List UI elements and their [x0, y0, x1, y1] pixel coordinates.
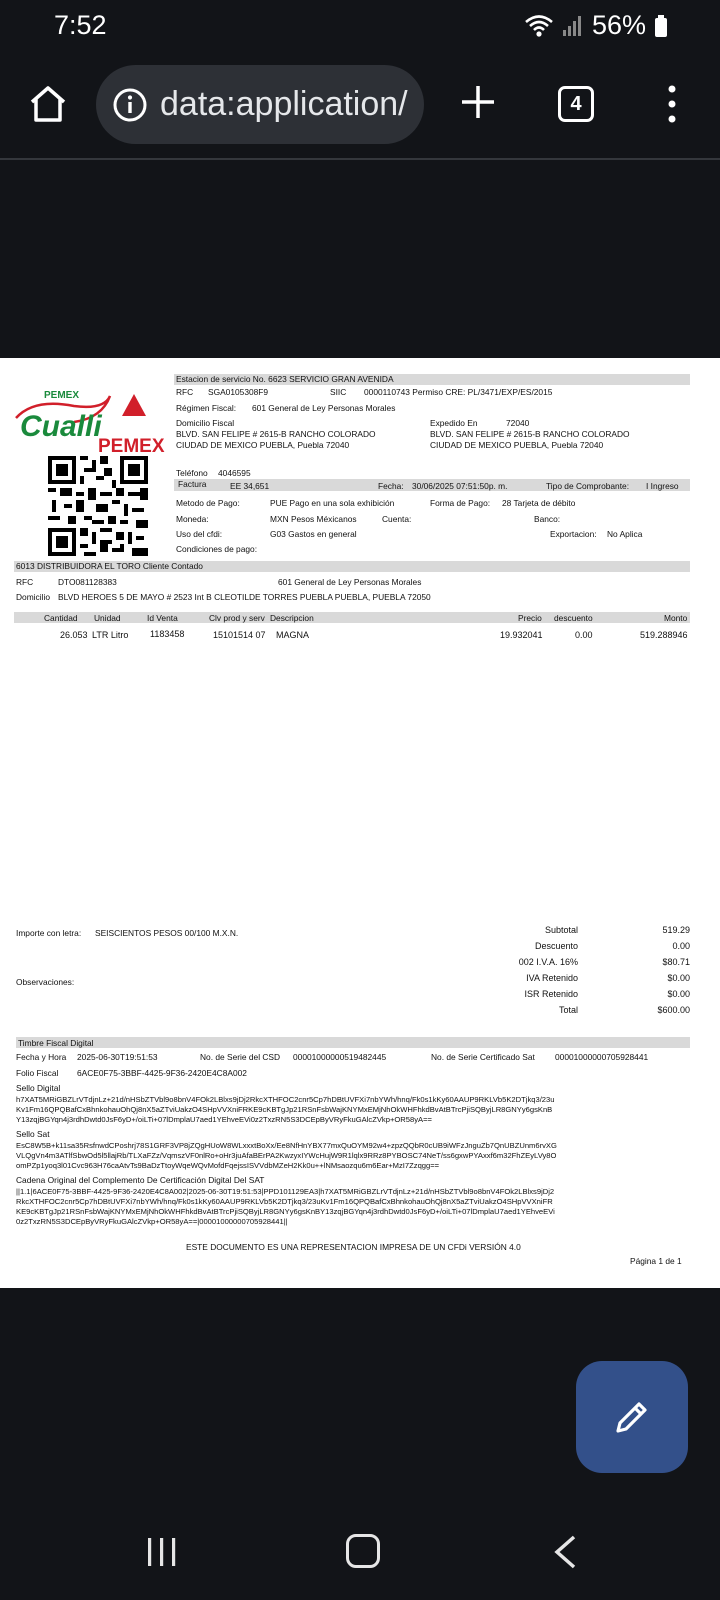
- metodo-value: PUE Pago en una sola exhibición: [270, 498, 395, 508]
- domicilio-label: Domicilio Fiscal: [176, 418, 235, 428]
- total-value: $80.71: [662, 957, 690, 967]
- col-cantidad: Cantidad: [44, 613, 78, 623]
- fecha-label: Fecha:: [378, 481, 404, 491]
- logo-cualli-text: Cualli: [20, 410, 102, 443]
- url-text[interactable]: data:application/: [160, 85, 408, 123]
- row-cantidad: 26.053: [60, 630, 88, 640]
- moneda-label: Moneda:: [176, 514, 209, 524]
- row-precio: 19.932041: [500, 630, 543, 640]
- back-icon[interactable]: [552, 1534, 578, 1570]
- cadena-lines-line: ||1.1|6ACE0F75-3BBF-4425-9F36-2420E4C8A002|2025-06-30T19:51:53|PPD101129EA3|h7XAT5MRiGBZLrVTdjnLz+21d/nHSbZTVbl9o8bnV4FOk2LBlxs9jDj2: [16, 1187, 555, 1196]
- logo-small-text: PEMEX: [44, 390, 80, 401]
- row-clv: 15101514 07: [213, 630, 266, 640]
- total-label: Total: [558, 1005, 578, 1015]
- domicilio-line1: BLVD. SAN FELIPE # 2615-B RANCHO COLORADO: [176, 429, 376, 439]
- recents-icon[interactable]: [146, 1536, 178, 1568]
- factura-value: EE 34,651: [230, 481, 270, 491]
- serie-sat-value: 00001000000705928441: [555, 1052, 649, 1062]
- edit-fab-button[interactable]: [576, 1361, 688, 1473]
- sello-sat-label: Sello Sat: [16, 1129, 50, 1139]
- cliente-domicilio-label: Domicilio: [16, 592, 50, 602]
- serie-csd-label: No. de Serie del CSD: [200, 1052, 281, 1062]
- battery-icon: [654, 14, 668, 38]
- sello-sat-lines-line: VLQgVn4m3ATlfSbwOd5l5llajRb/TLXaFZz/VqmszVF0nlRo+oHr3juAfaBErPA2KwzyxIYWcHujW9R1lqlx9RRz8PYBOSC74NeT/ss6gxwPYAxxf6m32FhZEyLVy8O: [16, 1151, 557, 1160]
- observaciones-label: Observaciones:: [16, 977, 75, 987]
- signal-icon: [562, 14, 584, 38]
- total-value: $0.00: [667, 989, 690, 999]
- footer-note: ESTE DOCUMENTO ES UNA REPRESENTACION IMPRESA DE UN CFDi VERSIÓN 4.0: [186, 1242, 521, 1252]
- serie-sat-label: No. de Serie Certificado Sat: [431, 1052, 535, 1062]
- total-value: 0.00: [672, 941, 690, 951]
- invoice-document: [0, 358, 720, 1288]
- tab-switcher-button[interactable]: 4: [558, 86, 594, 122]
- total-label: 002 I.V.A. 16%: [518, 957, 578, 967]
- sello-digital-label: Sello Digital: [16, 1083, 61, 1093]
- importe-label: Importe con letra:: [16, 928, 82, 938]
- cliente-domicilio-value: BLVD HEROES 5 DE MAYO # 2523 Int B CLEOTILDE TORRES PUEBLA PUEBLA, PUEBLA 72050: [58, 592, 431, 602]
- cadena-lines-line: 0z2TxzRN5S3DCEpByVRyFkuGAlcZVkp+OR58yA==|00001000000705928441||: [16, 1217, 288, 1226]
- forma-label: Forma de Pago:: [430, 498, 491, 508]
- fecha-hora-label: Fecha y Hora: [16, 1052, 67, 1062]
- pencil-icon: [612, 1397, 652, 1437]
- tipo-label: Tipo de Comprobante:: [546, 481, 630, 491]
- total-label: IVA Retenido: [526, 973, 578, 983]
- col-descuento: descuento: [554, 613, 593, 623]
- home-icon[interactable]: [26, 82, 70, 126]
- exportacion-value: No Aplica: [607, 529, 643, 539]
- uso-label: Uso del cfdi:: [176, 529, 223, 539]
- total-value: 519.29: [662, 925, 690, 935]
- factura-label: Factura: [178, 479, 207, 489]
- cadena-lines-line: KE9cKBTgJp21RSnFsbWajKNYMxEMjNhOkWHFhkdBvAtBTrcPjiSQByjLR8GNYy6gsKnBY13zqjBGYqn4j3rdhDwtd0JsF6yD+/oiLTi+07lDmplaU7aed1YEhveEVi: [16, 1207, 555, 1216]
- more-menu-icon[interactable]: [662, 82, 682, 126]
- total-value: $0.00: [667, 973, 690, 983]
- page-number: Página 1 de 1: [630, 1256, 682, 1266]
- col-id-venta: Id Venta: [147, 613, 178, 623]
- domicilio-line2: CIUDAD DE MEXICO PUEBLA, Puebla 72040: [176, 440, 350, 450]
- status-indicators: [524, 10, 668, 41]
- folio-label: Folio Fiscal: [16, 1068, 59, 1078]
- col-unidad: Unidad: [94, 613, 121, 623]
- home-nav-icon[interactable]: [346, 1534, 380, 1568]
- logo-pemex-text: PEMEX: [98, 436, 165, 454]
- total-value: $600.00: [657, 1005, 690, 1015]
- regimen-label: Régimen Fiscal:: [176, 403, 237, 413]
- serie-csd-value: 00001000000519482445: [293, 1052, 387, 1062]
- row-monto: 519.288946: [640, 630, 688, 640]
- row-unidad: LTR Litro: [92, 630, 129, 640]
- telefono-label: Teléfono: [176, 468, 208, 478]
- sello-digital-lines-line: Y13zqjBGYqn4j3rdhDwtd0JsF6yD+/oiLTi+07lDmplaU7aed1YEhveEVi0z2TxzRN5S3DCEpByVRyFkuGAlcZVkp+OR58yA==: [16, 1115, 432, 1124]
- cadena-lines-line: RkcXTHFOC2cnr5Cp7hDBtUVFXi7nbYWh/hnq/Fk0s1kKy60AAUP9RKLVb5K2DTjkq3/23uKv1Fm16QPQBafCxBhnkohauOhQj8nX5aZTviUakzO4SHpVVXniFR: [16, 1197, 553, 1206]
- siic-value: 0000110743 Permiso CRE: PL/3471/EXP/ES/2015: [364, 387, 553, 397]
- rfc-value: SGA0105308F9: [208, 387, 269, 397]
- tipo-value: I Ingreso: [646, 481, 679, 491]
- info-icon[interactable]: [112, 87, 148, 123]
- sello-digital-lines-line: h7XAT5MRiGBZLrVTdjnLz+21d/nHSbZTVbl9o8bnV4FOk2LBlxs9jDj2RkcXTHFOC2cnr5Cp7hDBtUVFXi7nbYWh/hnq/Fk0s1kKy60AAUP9RKLVb5K2DTjkq3/23u: [16, 1095, 555, 1104]
- siic-label: SIIC: [330, 387, 347, 397]
- banco-label: Banco:: [534, 514, 561, 524]
- battery-percent: 56%: [591, 10, 646, 40]
- new-tab-icon[interactable]: [456, 80, 500, 124]
- row-descripcion: MAGNA: [276, 630, 310, 640]
- condiciones-label: Condiciones de pago:: [176, 544, 258, 554]
- station-name: Estacion de servicio No. 6623 SERVICIO GRAN AVENIDA: [176, 374, 394, 384]
- timbre-title: Timbre Fiscal Digital: [18, 1038, 94, 1048]
- row-id-venta: 1183458: [150, 629, 185, 639]
- folio-value: 6ACE0F75-3BBF-4425-9F36-2420E4C8A002: [77, 1068, 247, 1078]
- cliente-rfc-value: DTO081128383: [58, 577, 117, 587]
- expedido-line1: BLVD. SAN FELIPE # 2615-B RANCHO COLORADO: [430, 429, 630, 439]
- status-time: 7:52: [54, 10, 107, 40]
- col-descripcion: Descripcion: [270, 613, 314, 623]
- wifi-icon: [524, 14, 554, 38]
- exportacion-label: Exportacion:: [550, 529, 597, 539]
- importe-value: SEISCIENTOS PESOS 00/100 M.X.N.: [95, 928, 239, 938]
- fecha-value: 30/06/2025 07:51:50p. m.: [412, 481, 508, 491]
- forma-value: 28 Tarjeta de débito: [502, 498, 576, 508]
- browser-toolbar: [0, 52, 720, 160]
- address-bar[interactable]: [96, 65, 424, 144]
- viewer-background: [0, 162, 720, 358]
- moneda-value: MXN Pesos Méxicanos: [270, 514, 357, 524]
- col-precio: Precio: [518, 613, 542, 623]
- total-label: Descuento: [534, 941, 578, 951]
- cuenta-label: Cuenta:: [382, 514, 412, 524]
- uso-value: G03 Gastos en general: [270, 529, 357, 539]
- fecha-hora-value: 2025-06-30T19:51:53: [77, 1052, 158, 1062]
- status-bar: [0, 0, 720, 52]
- sello-sat-lines-line: EsC8W5B+k11sa35RsfnwdCPoshrj78S1GRF3VP8jZQgHUoW8WLxxxtBoXx/Ee8NfHnYBX77mxQuOYM92w4+zpzQQbR0cUB9iWFzJnguZb7QnUBZUnm6rvXG: [16, 1141, 557, 1150]
- total-label: ISR Retenido: [524, 989, 578, 999]
- timbre-bar: [16, 1037, 690, 1048]
- cliente-rfc-label: RFC: [16, 577, 34, 587]
- total-label: Subtotal: [544, 925, 578, 935]
- metodo-label: Metodo de Pago:: [176, 498, 240, 508]
- sello-digital-lines-line: Kv1Fm16QPQBafCxBhnkohauOhQj8nX5aZTviUakzO4SHpVVXniFRKE9cKBTgJp21RSnFsbWajKNYMxEMjNhOkWHFhkdBvAtBTrcPjiSQByjLR8GNYy6gsKnB: [16, 1105, 553, 1114]
- regimen-value: 601 General de Ley Personas Morales: [252, 403, 396, 413]
- cadena-label: Cadena Original del Complemento De Certificación Digital Del SAT: [16, 1175, 265, 1185]
- cliente-regimen: 601 General de Ley Personas Morales: [278, 577, 422, 587]
- pemex-cualli-logo: [14, 388, 176, 454]
- row-descuento: 0.00: [575, 630, 593, 640]
- rfc-label: RFC: [176, 387, 194, 397]
- system-nav-bar: [0, 1508, 720, 1600]
- cliente-name: 6013 DISTRIBUIDORA EL TORO Cliente Contado: [16, 561, 203, 571]
- qr-code: [42, 456, 154, 556]
- expedido-line2: CIUDAD DE MEXICO PUEBLA, Puebla 72040: [430, 440, 604, 450]
- telefono-value: 4046595: [218, 468, 251, 478]
- col-clv: Clv prod y serv: [209, 613, 265, 623]
- col-monto: Monto: [664, 613, 688, 623]
- expedido-value: 72040: [506, 418, 530, 428]
- expedido-label: Expedido En: [430, 418, 478, 428]
- sello-sat-lines-line: omPZp1yoq3l01Cvc963H76caAtvTs9BaDzTtoyWqeWQvMofdFqejssISVVdbMZeH2Kk0u++lNMsaozqu6m6Ear+MzI7Zzqgg==: [16, 1161, 440, 1170]
